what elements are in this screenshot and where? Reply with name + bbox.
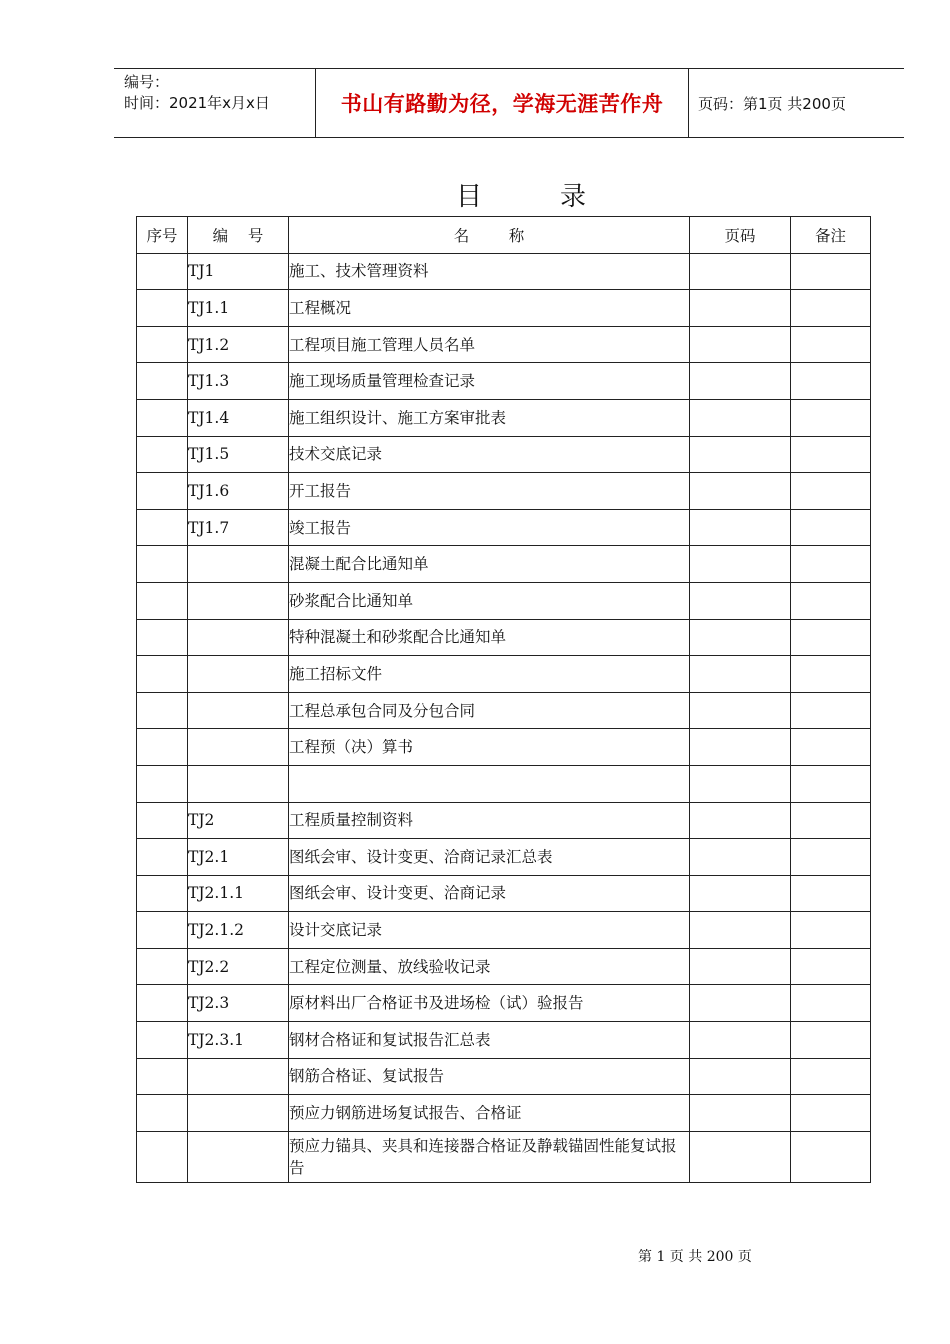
toc-cell-code: TJ1.1 — [188, 290, 289, 327]
toc-cell-code — [188, 765, 289, 802]
toc-cell-name: 工程项目施工管理人员名单 — [289, 326, 690, 363]
toc-row — [137, 253, 871, 290]
col-header-code: 编 号 — [188, 217, 289, 254]
toc-cell-name: 混凝土配合比通知单 — [289, 546, 690, 583]
toc-cell-name: 施工现场质量管理检查记录 — [289, 363, 690, 400]
toc-cell-code: TJ1.7 — [188, 509, 289, 546]
toc-cell-remark — [791, 875, 871, 912]
toc-cell-seq — [137, 656, 188, 693]
toc-row — [137, 582, 871, 619]
title-char-1: 目 — [455, 182, 484, 212]
toc-cell-seq — [137, 399, 188, 436]
toc-cell-name: 工程预（决）算书 — [289, 729, 690, 766]
toc-cell-seq — [137, 473, 188, 510]
toc-cell-code: TJ2.1.1 — [188, 875, 289, 912]
toc-cell-remark — [791, 802, 871, 839]
toc-table — [136, 216, 871, 1183]
page-title — [0, 176, 950, 213]
toc-cell-remark — [791, 692, 871, 729]
toc-cell-page — [690, 912, 791, 949]
toc-cell-remark — [791, 326, 871, 363]
toc-cell-code — [188, 1095, 289, 1132]
toc-cell-code: TJ1 — [188, 253, 289, 290]
toc-cell-seq — [137, 1095, 188, 1132]
toc-cell-name: 工程概况 — [289, 290, 690, 327]
toc-cell-name: 施工招标文件 — [289, 656, 690, 693]
toc-cell-page — [690, 875, 791, 912]
toc-cell-code — [188, 1058, 289, 1095]
toc-cell-remark — [791, 399, 871, 436]
toc-row — [137, 802, 871, 839]
toc-cell-remark — [791, 1022, 871, 1059]
toc-cell-code: TJ1.4 — [188, 399, 289, 436]
toc-row — [137, 546, 871, 583]
toc-cell-code: TJ2.3.1 — [188, 1022, 289, 1059]
toc-row — [137, 399, 871, 436]
toc-cell-page — [690, 582, 791, 619]
toc-cell-seq — [137, 436, 188, 473]
toc-cell-name: 预应力钢筋进场复试报告、合格证 — [289, 1095, 690, 1132]
toc-cell-remark — [791, 436, 871, 473]
toc-cell-seq — [137, 582, 188, 619]
toc-cell-remark — [791, 729, 871, 766]
document-date: 时间：2021年x月x日 — [124, 94, 270, 112]
toc-cell-page — [690, 399, 791, 436]
toc-row — [137, 363, 871, 400]
toc-cell-remark — [791, 290, 871, 327]
toc-row — [137, 1058, 871, 1095]
title-char-2: 录 — [560, 182, 589, 212]
toc-cell-code — [188, 619, 289, 656]
col-header-page: 页码 — [690, 217, 791, 254]
toc-cell-page — [690, 326, 791, 363]
toc-cell-name: 施工组织设计、施工方案审批表 — [289, 399, 690, 436]
toc-cell-code — [188, 546, 289, 583]
toc-row — [137, 948, 871, 985]
toc-cell-remark — [791, 839, 871, 876]
toc-cell-seq — [137, 509, 188, 546]
toc-cell-seq — [137, 1058, 188, 1095]
header-motto: 书山有路勤为径，学海无涯苦作舟 — [315, 69, 689, 137]
toc-cell-page — [690, 985, 791, 1022]
toc-cell-seq — [137, 765, 188, 802]
toc-cell-page — [690, 765, 791, 802]
toc-cell-seq — [137, 985, 188, 1022]
toc-cell-code: TJ2.1.2 — [188, 912, 289, 949]
header-page-info: 页码：第1页 共200页 — [698, 94, 846, 113]
toc-cell-remark — [791, 473, 871, 510]
toc-row — [137, 875, 871, 912]
toc-cell-code: TJ1.6 — [188, 473, 289, 510]
toc-cell-name: 技术交底记录 — [289, 436, 690, 473]
toc-cell-remark — [791, 509, 871, 546]
toc-row — [137, 436, 871, 473]
toc-row — [137, 692, 871, 729]
toc-cell-name: 工程质量控制资料 — [289, 802, 690, 839]
toc-row — [137, 619, 871, 656]
toc-cell-seq — [137, 1022, 188, 1059]
toc-cell-page — [690, 363, 791, 400]
toc-row — [137, 473, 871, 510]
header-meta — [114, 69, 315, 137]
toc-cell-page — [690, 253, 791, 290]
toc-cell-remark — [791, 985, 871, 1022]
toc-row — [137, 912, 871, 949]
toc-cell-remark — [791, 619, 871, 656]
toc-cell-code: TJ1.3 — [188, 363, 289, 400]
toc-cell-page — [690, 1022, 791, 1059]
toc-row — [137, 729, 871, 766]
toc-cell-code: TJ2 — [188, 802, 289, 839]
toc-cell-seq — [137, 839, 188, 876]
toc-cell-remark — [791, 363, 871, 400]
toc-cell-name: 施工、技术管理资料 — [289, 253, 690, 290]
toc-cell-code — [188, 692, 289, 729]
toc-cell-name: 竣工报告 — [289, 509, 690, 546]
toc-cell-name — [289, 765, 690, 802]
toc-cell-name: 特种混凝土和砂浆配合比通知单 — [289, 619, 690, 656]
toc-cell-remark — [791, 1131, 871, 1182]
toc-header-row — [137, 217, 871, 254]
toc-cell-name: 工程定位测量、放线验收记录 — [289, 948, 690, 985]
toc-cell-page — [690, 1095, 791, 1132]
toc-cell-name: 原材料出厂合格证书及进场检（试）验报告 — [289, 985, 690, 1022]
document-number-label: 编号： — [124, 73, 170, 91]
toc-cell-name: 砂浆配合比通知单 — [289, 582, 690, 619]
toc-cell-code: TJ2.3 — [188, 985, 289, 1022]
page-header — [114, 68, 904, 138]
toc-cell-seq — [137, 692, 188, 729]
toc-cell-remark — [791, 1058, 871, 1095]
toc-cell-seq — [137, 619, 188, 656]
toc-cell-code: TJ1.2 — [188, 326, 289, 363]
toc-cell-seq — [137, 1131, 188, 1182]
toc-cell-seq — [137, 802, 188, 839]
toc-cell-seq — [137, 546, 188, 583]
toc-cell-page — [690, 839, 791, 876]
toc-row — [137, 1022, 871, 1059]
toc-cell-remark — [791, 765, 871, 802]
toc-cell-remark — [791, 912, 871, 949]
toc-cell-name: 钢材合格证和复试报告汇总表 — [289, 1022, 690, 1059]
toc-cell-page — [690, 802, 791, 839]
toc-cell-page — [690, 619, 791, 656]
col-header-seq: 序号 — [137, 217, 188, 254]
toc-cell-code — [188, 656, 289, 693]
toc-cell-page — [690, 473, 791, 510]
toc-row — [137, 290, 871, 327]
toc-cell-name: 设计交底记录 — [289, 912, 690, 949]
toc-cell-code: TJ2.1 — [188, 839, 289, 876]
toc-cell-page — [690, 546, 791, 583]
toc-cell-remark — [791, 656, 871, 693]
toc-cell-page — [690, 1131, 791, 1182]
toc-row — [137, 765, 871, 802]
toc-cell-page — [690, 729, 791, 766]
toc-cell-seq — [137, 729, 188, 766]
toc-cell-page — [690, 948, 791, 985]
toc-row — [137, 985, 871, 1022]
toc-cell-page — [690, 290, 791, 327]
toc-body — [137, 253, 871, 1182]
col-header-remark: 备注 — [791, 217, 871, 254]
toc-cell-page — [690, 436, 791, 473]
toc-row — [137, 1131, 871, 1182]
toc-cell-name: 工程总承包合同及分包合同 — [289, 692, 690, 729]
toc-row — [137, 326, 871, 363]
toc-cell-remark — [791, 253, 871, 290]
toc-cell-remark — [791, 1095, 871, 1132]
toc-cell-seq — [137, 326, 188, 363]
toc-cell-seq — [137, 363, 188, 400]
toc-cell-seq — [137, 290, 188, 327]
toc-row — [137, 839, 871, 876]
toc-row — [137, 509, 871, 546]
toc-cell-code: TJ1.5 — [188, 436, 289, 473]
toc-cell-code — [188, 582, 289, 619]
toc-row — [137, 656, 871, 693]
toc-cell-code — [188, 1131, 289, 1182]
toc-cell-remark — [791, 546, 871, 583]
toc-cell-seq — [137, 875, 188, 912]
toc-row — [137, 1095, 871, 1132]
toc-cell-page — [690, 692, 791, 729]
page-footer: 第 1 页 共 200 页 — [638, 1249, 752, 1265]
toc-cell-name: 图纸会审、设计变更、洽商记录 — [289, 875, 690, 912]
toc-cell-code — [188, 729, 289, 766]
toc-cell-name: 图纸会审、设计变更、洽商记录汇总表 — [289, 839, 690, 876]
toc-cell-name: 预应力锚具、夹具和连接器合格证及静载锚固性能复试报告 — [289, 1131, 690, 1182]
toc-cell-remark — [791, 582, 871, 619]
toc-cell-name: 开工报告 — [289, 473, 690, 510]
toc-cell-seq — [137, 253, 188, 290]
toc-cell-page — [690, 1058, 791, 1095]
toc-cell-seq — [137, 948, 188, 985]
toc-cell-code: TJ2.2 — [188, 948, 289, 985]
toc-cell-remark — [791, 948, 871, 985]
toc-cell-seq — [137, 912, 188, 949]
toc-cell-page — [690, 656, 791, 693]
toc-cell-name: 钢筋合格证、复试报告 — [289, 1058, 690, 1095]
toc-cell-page — [690, 509, 791, 546]
col-header-name: 名 称 — [289, 217, 690, 254]
